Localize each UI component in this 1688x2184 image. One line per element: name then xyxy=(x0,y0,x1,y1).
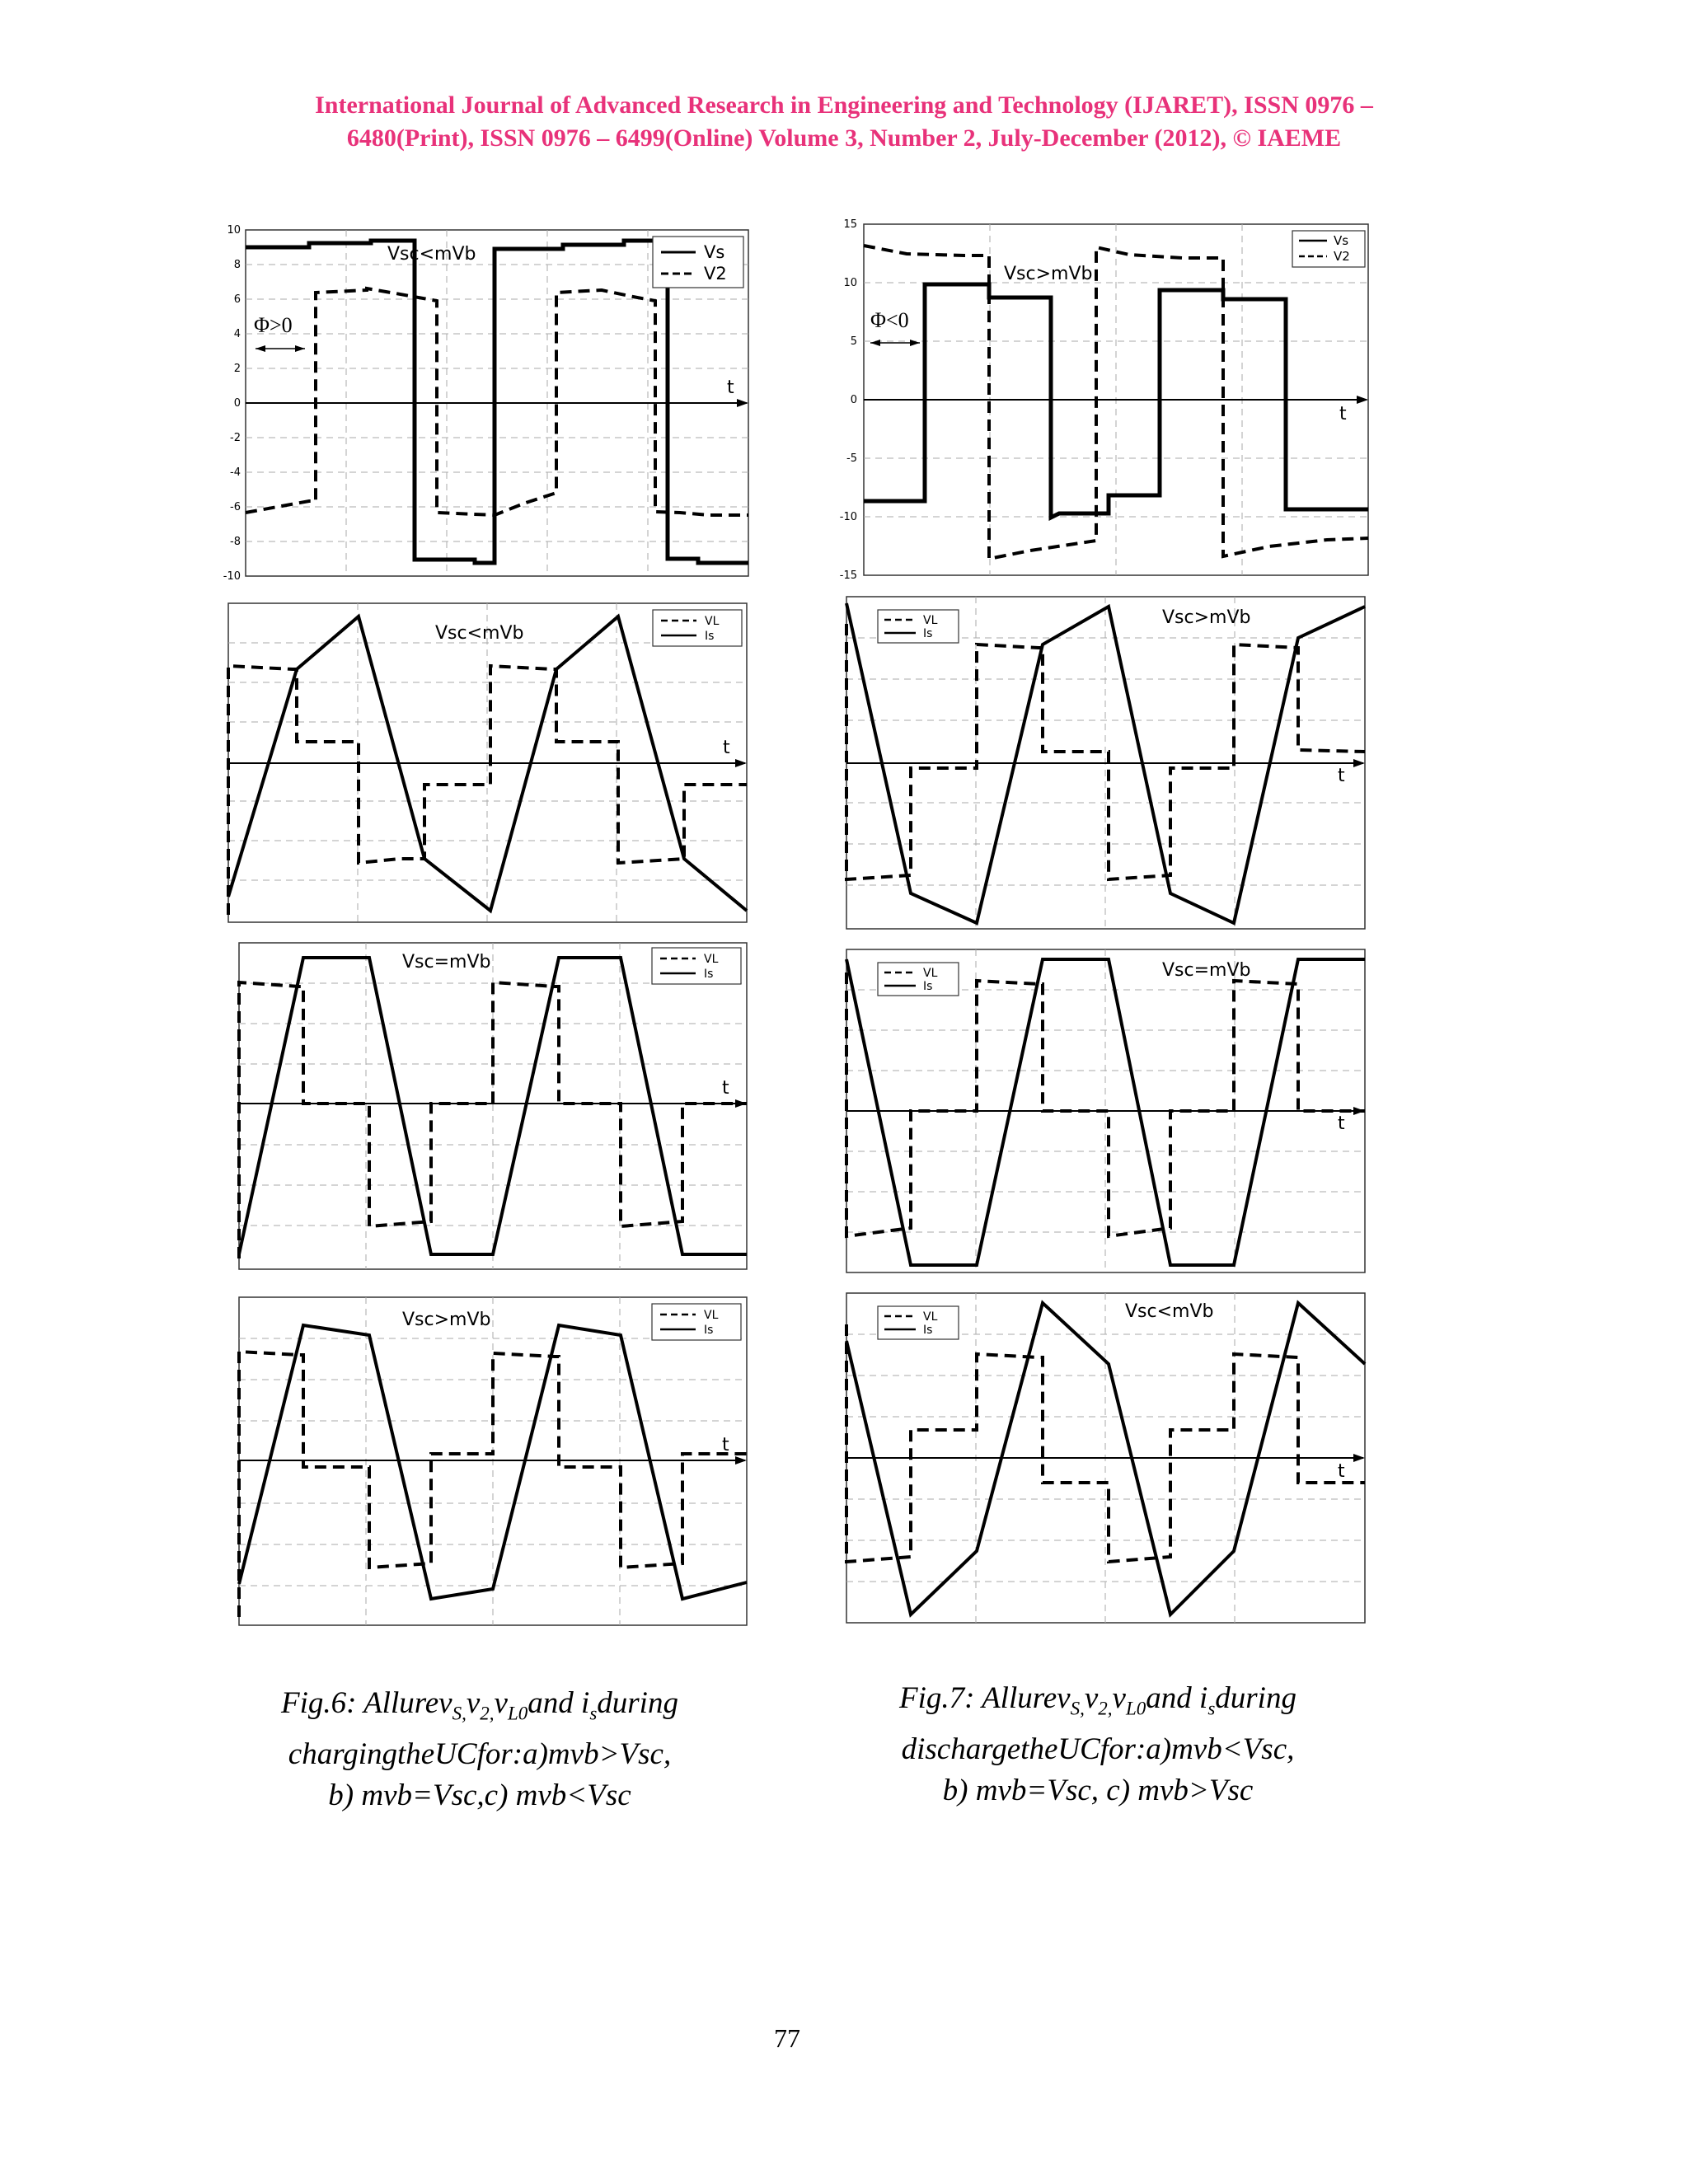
time-axis-label: t xyxy=(722,1078,729,1099)
fig7-panel-a xyxy=(832,217,1372,579)
legend xyxy=(1292,231,1365,267)
phase-label: Φ<0 xyxy=(870,308,909,332)
condition-annotation: Vsc=mVb xyxy=(402,952,491,972)
condition-annotation: Vsc=mVb xyxy=(1162,960,1251,981)
caption-line: chargingtheUCfor:a)mvb>Vsc, xyxy=(288,1737,672,1772)
legend xyxy=(878,610,959,643)
ytick: 4 xyxy=(233,328,241,340)
legend-label: VL xyxy=(923,614,938,627)
legend-label: Vs xyxy=(1334,233,1349,248)
legend xyxy=(878,963,959,996)
caption-line: Fig.6: $Allurev_{S,}v_{2,}v_{L0}and$ $i_sduring$ xyxy=(281,1686,678,1724)
ytick: 0 xyxy=(233,397,241,410)
ytick: 8 xyxy=(233,259,241,271)
phase-label: Φ>0 xyxy=(254,313,293,337)
ytick: 10 xyxy=(227,224,241,237)
ytick: 0 xyxy=(850,394,857,406)
legend xyxy=(653,237,743,288)
fig6-panel-b xyxy=(227,602,750,925)
page-number: 77 xyxy=(774,2023,800,2053)
legend-label: VL xyxy=(704,953,719,966)
ytick: 10 xyxy=(843,277,857,289)
time-axis-label: t xyxy=(722,1435,729,1455)
time-axis-label: t xyxy=(1338,766,1345,786)
legend-label: VL xyxy=(704,1309,719,1322)
time-axis-label: t xyxy=(1338,1113,1345,1134)
legend xyxy=(652,948,741,984)
ytick: -10 xyxy=(223,570,241,581)
fig6-caption xyxy=(183,1683,776,1816)
ytick: -15 xyxy=(839,569,857,579)
caption-line: dischargetheUCfor:a)mvb<Vsc, xyxy=(901,1732,1295,1767)
caption-line: b) mvb=Vsc, c) mvb>Vsc xyxy=(942,1774,1254,1808)
fig6-panel-c xyxy=(237,941,750,1271)
legend-label: Is xyxy=(923,627,933,640)
journal-header-line2: 6480(Print), ISSN 0976 – 6499(Online) Volume 3, Number 2, July-December (2012), © IAEME xyxy=(346,124,1342,152)
fig7-caption xyxy=(801,1678,1395,1811)
caption-line: Fig.7: $Allurev_{S,}v_{2,}v_{L0}and$ $i_sduring$ xyxy=(899,1681,1296,1719)
condition-annotation: Vsc<mVb xyxy=(1125,1301,1214,1322)
fig7-panel-d xyxy=(845,1291,1368,1625)
time-axis-label: t xyxy=(1339,404,1347,424)
ytick: -8 xyxy=(230,536,241,548)
legend-label: Is xyxy=(923,980,933,993)
condition-annotation: Vsc>mVb xyxy=(1162,607,1251,628)
condition-annotation: Vsc>mVb xyxy=(1004,264,1093,284)
legend-label: V2 xyxy=(1334,249,1350,264)
caption-line: b) mvb=Vsc,c) mvb<Vsc xyxy=(328,1779,631,1813)
legend xyxy=(652,1304,741,1340)
ytick: 15 xyxy=(843,218,857,231)
fig6-panel-a xyxy=(223,223,754,581)
fig6-panel-d xyxy=(237,1296,750,1627)
time-axis-label: t xyxy=(723,738,730,758)
fig7-panel-b xyxy=(845,595,1368,931)
ytick: -4 xyxy=(230,466,241,479)
legend-label: VL xyxy=(923,967,938,980)
ytick: -5 xyxy=(846,452,857,465)
condition-annotation: Vsc<mVb xyxy=(435,623,524,644)
condition-annotation: Vsc<mVb xyxy=(387,244,476,265)
ytick: -10 xyxy=(839,511,857,523)
time-axis-label: t xyxy=(727,377,734,398)
legend-label: Vs xyxy=(704,242,725,262)
legend xyxy=(653,610,742,646)
condition-annotation: Vsc>mVb xyxy=(402,1310,491,1330)
legend-label: V2 xyxy=(704,264,727,284)
legend-label: Is xyxy=(704,968,714,981)
legend xyxy=(878,1306,959,1339)
ytick: 2 xyxy=(233,363,241,375)
legend-label: Is xyxy=(704,1324,714,1337)
ytick: 6 xyxy=(233,293,241,306)
journal-header-line1: International Journal of Advanced Research in Engineering and Technology (IJARET), ISSN 0976 – xyxy=(315,91,1373,119)
legend-label: Is xyxy=(923,1324,933,1337)
ytick: -2 xyxy=(230,432,241,444)
time-axis-label: t xyxy=(1338,1461,1345,1482)
legend-label: VL xyxy=(923,1310,938,1324)
ytick: 5 xyxy=(850,335,857,348)
legend-label: Is xyxy=(705,630,715,643)
ytick: -6 xyxy=(230,501,241,513)
fig7-panel-c xyxy=(845,948,1368,1275)
legend-label: VL xyxy=(705,615,720,628)
